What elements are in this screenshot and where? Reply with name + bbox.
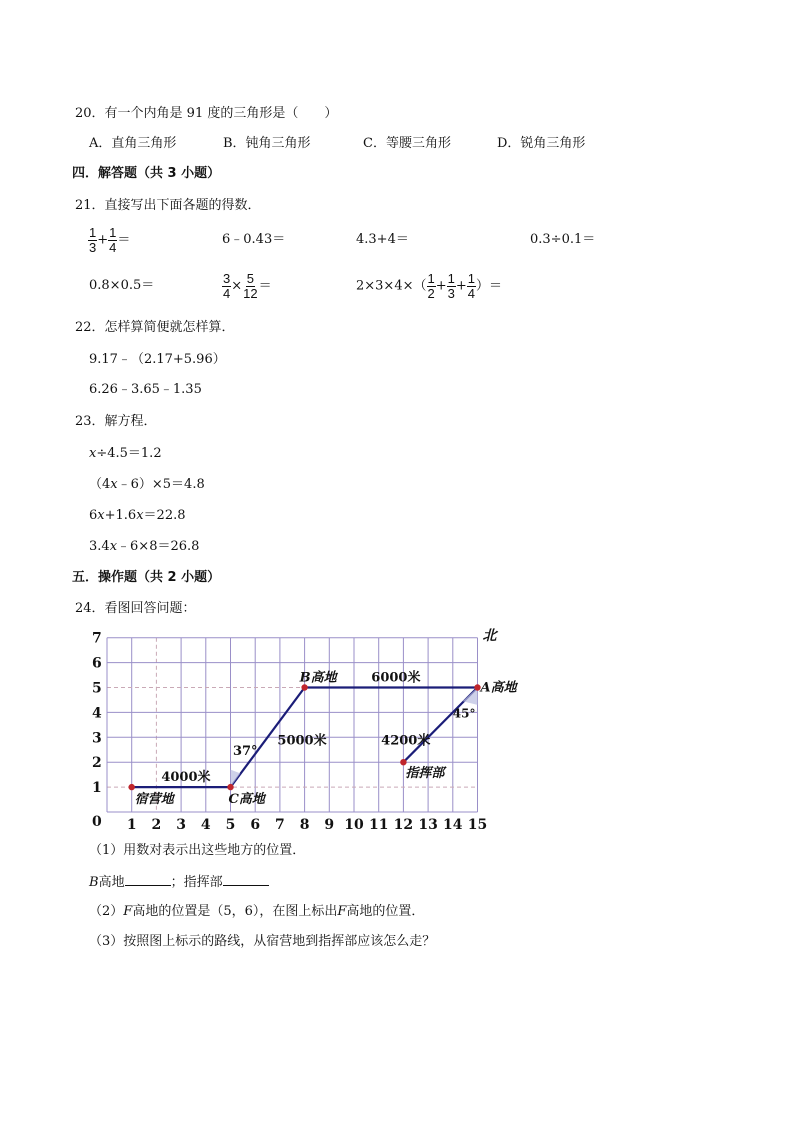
svg-text:12: 12 xyxy=(393,817,414,833)
svg-text:2: 2 xyxy=(92,755,102,772)
q23-equation-1: x÷4.5＝1.2 xyxy=(89,446,162,461)
svg-text:8: 8 xyxy=(299,817,310,833)
svg-text:45°: 45° xyxy=(452,706,476,721)
svg-text:7: 7 xyxy=(275,817,285,833)
svg-text:4000米: 4000米 xyxy=(161,770,211,786)
q21-item-5: 0.8×0.5＝ xyxy=(89,278,155,293)
svg-text:1: 1 xyxy=(126,817,137,833)
svg-text:6000米: 6000米 xyxy=(371,670,421,686)
svg-text:B高地: B高地 xyxy=(299,670,337,686)
fraction: $\frac{1}{3}$ xyxy=(447,271,455,301)
svg-text:宿营地: 宿营地 xyxy=(134,792,174,808)
q21-stem: 21．直接写出下面各题的得数． xyxy=(75,198,261,213)
svg-text:3: 3 xyxy=(176,817,186,833)
svg-text:4200米: 4200米 xyxy=(381,733,431,749)
q22-item-1: 9.17﹣（2.17+5.96） xyxy=(89,352,226,367)
answer-blank-b[interactable] xyxy=(125,873,171,886)
q22-stem: 22．怎样算简便就怎样算． xyxy=(75,320,235,335)
answer-blank-command[interactable] xyxy=(223,873,269,886)
q24-sub-2: （2）F高地的位置是（5，6），在图上标出F高地的位置． xyxy=(89,904,425,919)
q20-stem: 20．有一个内角是 91 度的三角形是（ ） xyxy=(75,106,338,121)
q21-item-6: $\frac{3}{4}$ × $\frac{5}{12}$ ＝ xyxy=(223,271,272,301)
svg-text:C高地: C高地 xyxy=(228,792,265,808)
svg-text:A高地: A高地 xyxy=(480,680,517,696)
q20-option-a: A．直角三角形 xyxy=(89,136,177,151)
coordinate-grid-map xyxy=(86,626,526,836)
svg-text:北: 北 xyxy=(482,628,497,644)
q21-item-3: 4.3+4＝ xyxy=(356,232,409,247)
q23-equation-4: 3.4x﹣6×8＝26.8 xyxy=(89,539,200,554)
svg-text:5: 5 xyxy=(225,817,236,833)
svg-text:4: 4 xyxy=(92,705,102,722)
q24-sub-3: （3）按照图上标示的路线，从宿营地到指挥部应该怎么走？ xyxy=(89,934,436,949)
q24-sub-1-fill: B高地 ；指挥部 xyxy=(89,873,269,891)
q24-stem: 24．看图回答问题： xyxy=(75,601,196,616)
q24-sub-1: （1）用数对表示出这些地方的位置． xyxy=(89,843,306,858)
svg-text:10: 10 xyxy=(344,817,364,833)
q21-item-2: 6﹣0.43＝ xyxy=(222,232,286,247)
svg-text:3: 3 xyxy=(92,730,102,747)
svg-text:2: 2 xyxy=(151,817,162,833)
svg-text:指挥部: 指挥部 xyxy=(405,766,445,782)
q20-option-c: C．等腰三角形 xyxy=(363,136,451,151)
fraction: $\frac{3}{4}$ xyxy=(223,271,231,301)
q20-option-d: D．锐角三角形 xyxy=(497,136,586,151)
q23-equation-3: 6x+1.6x＝22.8 xyxy=(89,508,186,523)
section-4-title: 四．解答题（共 3 小题） xyxy=(72,166,221,181)
svg-text:4: 4 xyxy=(200,817,211,833)
svg-text:9: 9 xyxy=(324,817,335,833)
svg-text:7: 7 xyxy=(92,630,102,647)
q23-equation-2: （4x﹣6）×5＝4.8 xyxy=(89,477,205,492)
svg-text:5: 5 xyxy=(92,680,102,697)
svg-text:5000米: 5000米 xyxy=(277,733,327,749)
q21-item-7: 2×3×4×（ $\frac{1}{2}$ + $\frac{1}{3}$ + $\frac{1}{4}$ ）＝ xyxy=(356,271,503,301)
q21-item-4: 0.3÷0.1＝ xyxy=(530,232,596,247)
svg-text:13: 13 xyxy=(418,817,438,833)
svg-text:14: 14 xyxy=(443,817,463,833)
q21-item-1: $\frac{1}{3}$ + $\frac{1}{4}$ ＝ xyxy=(89,225,131,255)
fraction: $\frac{1}{4}$ xyxy=(109,225,117,255)
svg-text:11: 11 xyxy=(368,817,389,833)
section-5-title: 五．操作题（共 2 小题） xyxy=(72,570,221,585)
fraction: $\frac{1}{2}$ xyxy=(427,271,435,301)
fraction: $\frac{1}{4}$ xyxy=(467,271,476,301)
fraction: $\frac{1}{3}$ xyxy=(89,225,97,255)
fraction: $\frac{5}{12}$ xyxy=(243,271,258,301)
svg-text:37°: 37° xyxy=(232,744,258,760)
q20-option-b: B．钝角三角形 xyxy=(223,136,311,151)
q22-item-2: 6.26﹣3.65﹣1.35 xyxy=(89,382,202,397)
svg-text:6: 6 xyxy=(92,655,102,672)
svg-text:1: 1 xyxy=(92,780,102,797)
svg-text:6: 6 xyxy=(250,817,261,833)
q23-stem: 23．解方程． xyxy=(75,414,157,429)
svg-text:15: 15 xyxy=(467,817,488,833)
svg-text:0: 0 xyxy=(92,814,102,830)
